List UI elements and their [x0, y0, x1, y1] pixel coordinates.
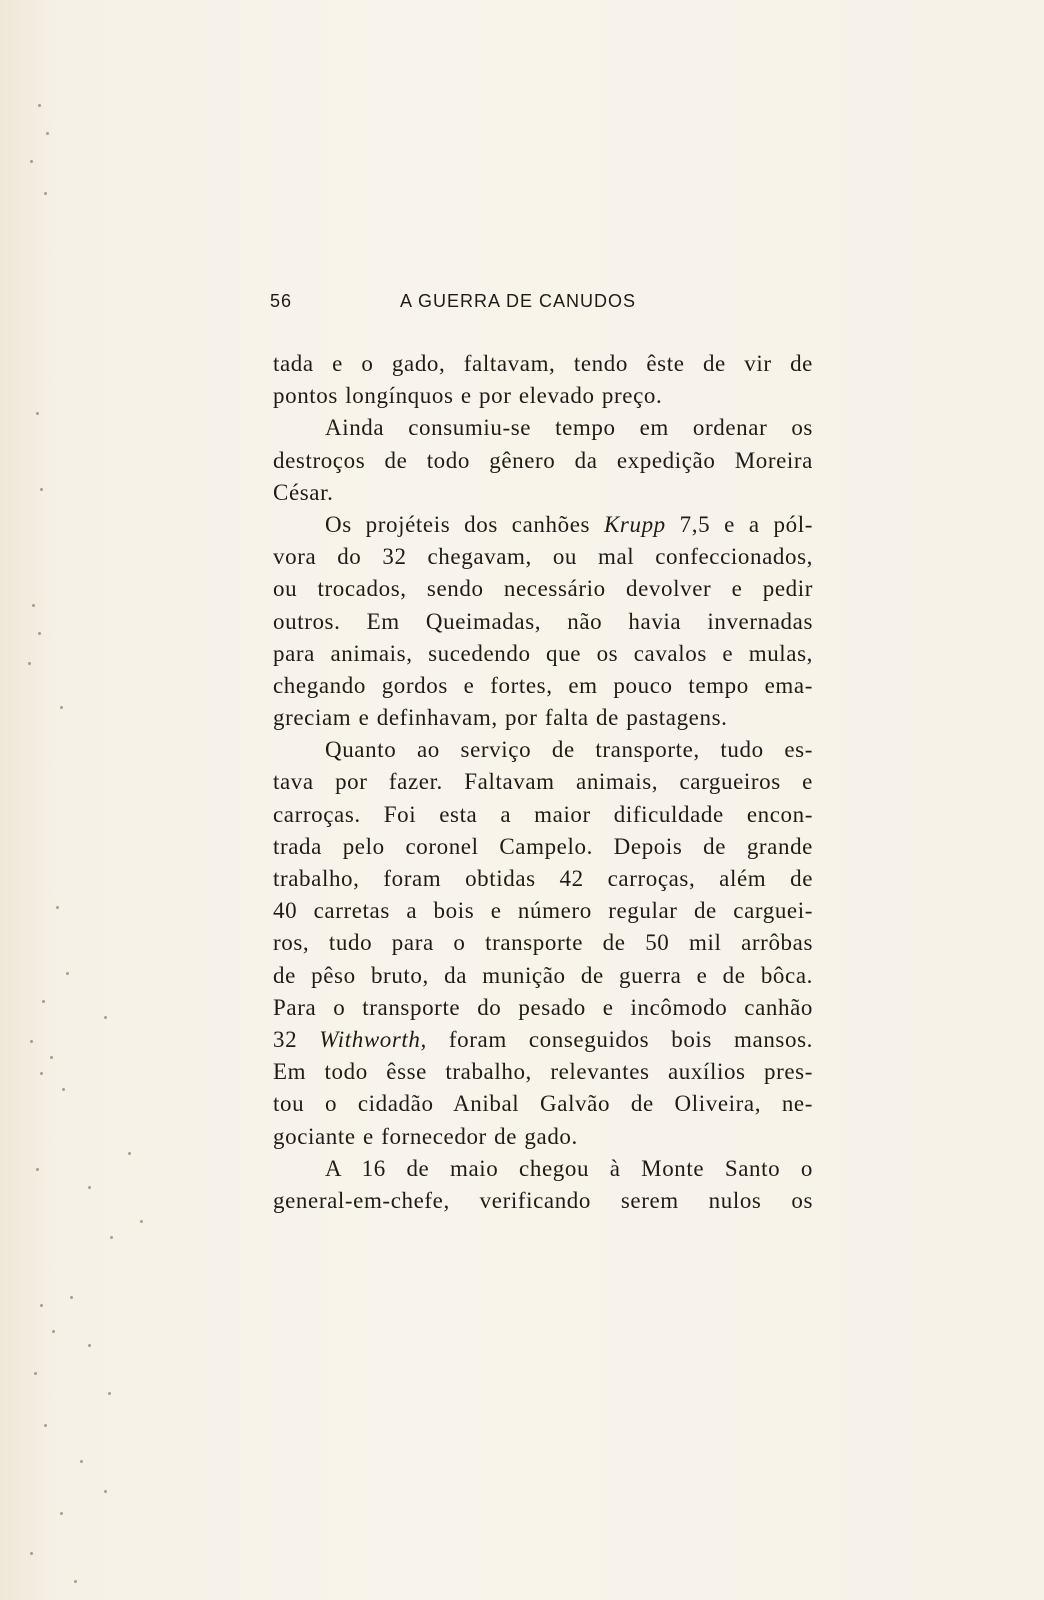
- text-line: trada pelo coronel Campelo. Depois de grande: [273, 833, 813, 859]
- text-line: César.: [273, 479, 334, 505]
- scan-speck: [80, 1460, 83, 1463]
- text-line: Para o transporte do pesado e incômodo canhão: [273, 994, 813, 1020]
- text-line: de pêso bruto, da munição de guerra e de bôca.: [273, 962, 813, 988]
- text-line: Em todo êsse trabalho, relevantes auxílios pres-: [273, 1059, 813, 1085]
- text-line: pontos longínquos e por elevado preço.: [273, 383, 663, 409]
- text-line: Quanto ao serviço de transporte, tudo es-: [325, 737, 813, 763]
- page-number: 56: [270, 291, 293, 311]
- scan-speck: [56, 906, 59, 909]
- scan-speck: [40, 1304, 43, 1307]
- text-line: vora do 32 chegavam, ou mal confeccionados,: [273, 544, 813, 570]
- scan-speck: [60, 706, 63, 709]
- scan-speck: [108, 1392, 111, 1395]
- italic-term: Krupp: [603, 511, 666, 537]
- text-line: ou trocados, sendo necessário devolver e pedir: [273, 576, 813, 602]
- scan-speck: [32, 604, 35, 607]
- scan-speck: [28, 662, 31, 665]
- text-segment: foram conseguidos bois mansos.: [426, 1026, 813, 1052]
- text-line: 40 carretas a bois e número regular de carguei-: [273, 898, 813, 924]
- scan-speck: [110, 1236, 113, 1239]
- text-line: A 16 de maio chegou à Monte Santo o: [325, 1155, 813, 1181]
- scan-speck: [38, 632, 41, 635]
- text-line: tava por fazer. Faltavam animais, cargueiros e: [273, 769, 813, 795]
- scan-speck: [128, 1152, 131, 1155]
- scan-speck: [30, 160, 33, 163]
- text-segment: 7,5 e a pól-: [665, 511, 813, 537]
- text-line: para animais, sucedendo que os cavalos e mulas,: [273, 640, 813, 666]
- running-header: [270, 285, 810, 315]
- text-line: tou o cidadão Anibal Galvão de Oliveira, ne-: [273, 1091, 813, 1117]
- scan-speck: [74, 1580, 77, 1583]
- scan-speck: [44, 192, 47, 195]
- running-title: A GUERRA DE CANUDOS: [400, 291, 637, 311]
- scan-speck: [46, 132, 49, 135]
- scan-speck: [60, 1512, 63, 1515]
- scan-speck: [104, 1490, 107, 1493]
- scan-speck: [66, 972, 69, 975]
- text-line: gociante e fornecedor de gado.: [273, 1123, 578, 1149]
- scan-speck: [42, 1000, 45, 1003]
- scan-speck: [30, 1552, 33, 1555]
- scan-speck: [88, 1186, 91, 1189]
- text-line: general-em-chefe, verificando serem nulos os: [273, 1187, 813, 1213]
- text-line: [273, 1024, 813, 1056]
- scan-speck: [40, 488, 43, 491]
- scan-speck: [104, 1016, 107, 1019]
- text-line: greciam e definhavam, por falta de pastagens.: [273, 705, 728, 731]
- scan-speck: [70, 1296, 73, 1299]
- text-segment: 32: [273, 1026, 320, 1052]
- scan-speck: [38, 104, 41, 107]
- scan-speck: [36, 1168, 39, 1171]
- scan-speck: [44, 1424, 47, 1427]
- text-line: [273, 509, 813, 541]
- scan-speck: [30, 1040, 33, 1043]
- body-text: [273, 348, 813, 1217]
- scan-speck: [62, 1088, 65, 1091]
- scan-speck: [50, 1056, 53, 1059]
- scan-speck: [52, 1330, 55, 1333]
- italic-term: Withworth,: [319, 1026, 427, 1052]
- scan-speck: [88, 1344, 91, 1347]
- text-line: ros, tudo para o transporte de 50 mil arrôbas: [273, 930, 813, 956]
- scan-speck: [40, 1072, 43, 1075]
- text-line: Ainda consumiu-se tempo em ordenar os: [325, 415, 813, 441]
- scan-speck: [36, 412, 39, 415]
- text-line: tada e o gado, faltavam, tendo êste de vir de: [273, 351, 813, 376]
- scan-speck: [34, 1372, 37, 1375]
- text-line: chegando gordos e fortes, em pouco tempo ema-: [273, 672, 813, 698]
- text-line: destroços de todo gênero da expedição Moreira: [273, 447, 813, 473]
- text-line: outros. Em Queimadas, não havia invernadas: [273, 608, 813, 634]
- text-segment: Os projéteis dos canhões: [325, 511, 604, 537]
- text-line: trabalho, foram obtidas 42 carroças, além de: [273, 866, 813, 891]
- text-line: carroças. Foi esta a maior dificuldade encon-: [273, 801, 813, 827]
- scan-speck: [140, 1220, 143, 1223]
